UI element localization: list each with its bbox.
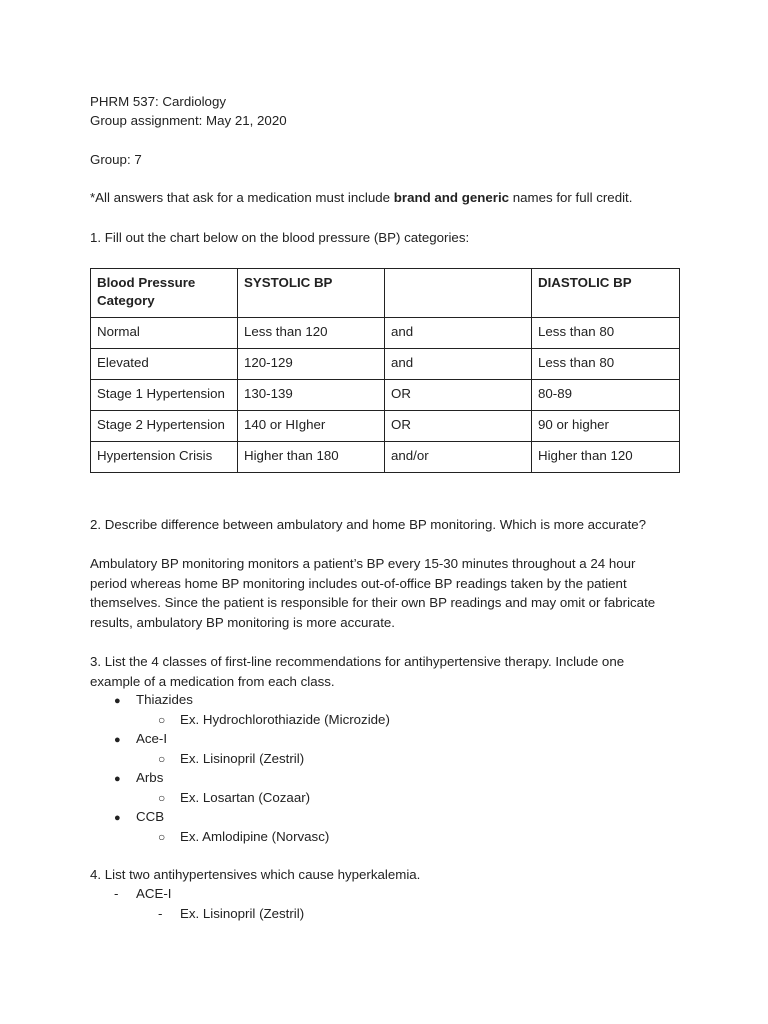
question-2-prompt: 2. Describe difference between ambulatory and home BP monitoring. Which is more accurate? [90, 517, 647, 532]
table-cell: and [385, 318, 532, 349]
table-cell: 90 or higher [532, 411, 680, 442]
table-cell: and/or [385, 442, 532, 473]
list-item [114, 729, 167, 751]
table-cell: Elevated [91, 349, 238, 380]
drug-class: Arbs [136, 770, 164, 785]
bullet-icon: ● [114, 734, 121, 746]
table-cell: Less than 80 [532, 349, 680, 380]
table-cell: 140 or HIgher [238, 411, 385, 442]
table-cell: Higher than 180 [238, 442, 385, 473]
list-subitem [158, 749, 304, 770]
table-cell: OR [385, 411, 532, 442]
answer-line: period whereas home BP monitoring includes out-of-office BP readings taken by the patient [90, 575, 627, 591]
drug-class: Ace-I [136, 731, 168, 746]
sub-bullet-icon: ○ [158, 830, 166, 844]
table-row [91, 349, 680, 380]
list-subitem [158, 904, 304, 924]
table-cell: Less than 120 [238, 318, 385, 349]
group-number: Group: 7 [90, 152, 142, 167]
table-cell: Normal [91, 318, 238, 349]
list-subitem [158, 710, 390, 731]
table-row [91, 442, 680, 473]
list-item [114, 884, 171, 904]
dash-icon: - [114, 886, 119, 901]
table-header-cell: Blood Pressure Category [91, 269, 238, 318]
table-row [91, 318, 680, 349]
prompt-line: 3. List the 4 classes of first-line recommendations for antihypertensive therapy. Include one [90, 654, 625, 669]
table-cell: OR [385, 380, 532, 411]
drug-class: ACE-I [136, 886, 172, 901]
list-item [114, 768, 163, 790]
table-cell: Higher than 120 [532, 442, 680, 473]
bullet-icon: ● [114, 773, 121, 785]
drug-example: Ex. Lisinopril (Zestril) [180, 751, 305, 766]
drug-example: Ex. Hydrochlorothiazide (Microzide) [180, 712, 390, 727]
table-header-cell [385, 269, 532, 318]
course-title: PHRM 537: Cardiology [90, 94, 226, 109]
table-row [91, 380, 680, 411]
table-cell: Stage 1 Hypertension [91, 380, 238, 411]
credit-note-bold: brand and generic [393, 190, 510, 205]
table-row [91, 411, 680, 442]
drug-class: Thiazides [136, 692, 193, 707]
table-header-row [91, 269, 680, 318]
assignment-date: Group assignment: May 21, 2020 [90, 113, 287, 128]
dash-icon: - [158, 906, 163, 921]
list-item [114, 690, 193, 712]
question-2-answer [90, 554, 690, 632]
drug-class: CCB [136, 809, 165, 824]
credit-note [90, 188, 632, 208]
question-3-prompt [90, 652, 690, 691]
credit-note-suffix: names for full credit. [509, 190, 633, 205]
table-cell: 120-129 [238, 349, 385, 380]
question-4-prompt: 4. List two antihypertensives which cause hyperkalemia. [90, 867, 421, 882]
bullet-icon: ● [114, 695, 121, 707]
sub-bullet-icon: ○ [158, 791, 166, 805]
answer-line: Ambulatory BP monitoring monitors a patient’s BP every 15-30 minutes throughout a 24 hour [90, 556, 636, 571]
sub-bullet-icon: ○ [158, 752, 166, 766]
drug-example: Ex. Losartan (Cozaar) [180, 790, 311, 805]
table-cell: Hypertension Crisis [91, 442, 238, 473]
sub-bullet-icon: ○ [158, 713, 166, 727]
answer-line: results, ambulatory BP monitoring is more accurate. [90, 614, 395, 630]
bp-categories-table [90, 268, 680, 473]
list-subitem [158, 788, 310, 809]
question-1-prompt: 1. Fill out the chart below on the blood pressure (BP) categories: [90, 230, 470, 245]
table-cell: Stage 2 Hypertension [91, 411, 238, 442]
bullet-icon: ● [114, 812, 121, 824]
table-cell: 80-89 [532, 380, 680, 411]
answer-line: themselves. Since the patient is responsible for their own BP readings and may omit or fabricate [90, 595, 656, 610]
table-cell: Less than 80 [532, 318, 680, 349]
table-header-cell: SYSTOLIC BP [238, 269, 385, 318]
prompt-line: example of a medication from each class. [90, 673, 335, 689]
table-header-cell: DIASTOLIC BP [532, 269, 680, 318]
drug-example: Ex. Lisinopril (Zestril) [180, 906, 305, 921]
list-item [114, 807, 164, 829]
table-cell: 130-139 [238, 380, 385, 411]
credit-note-prefix: *All answers that ask for a medication must include [90, 190, 394, 205]
list-subitem [158, 827, 329, 848]
drug-example: Ex. Amlodipine (Norvasc) [180, 829, 330, 844]
table-cell: and [385, 349, 532, 380]
